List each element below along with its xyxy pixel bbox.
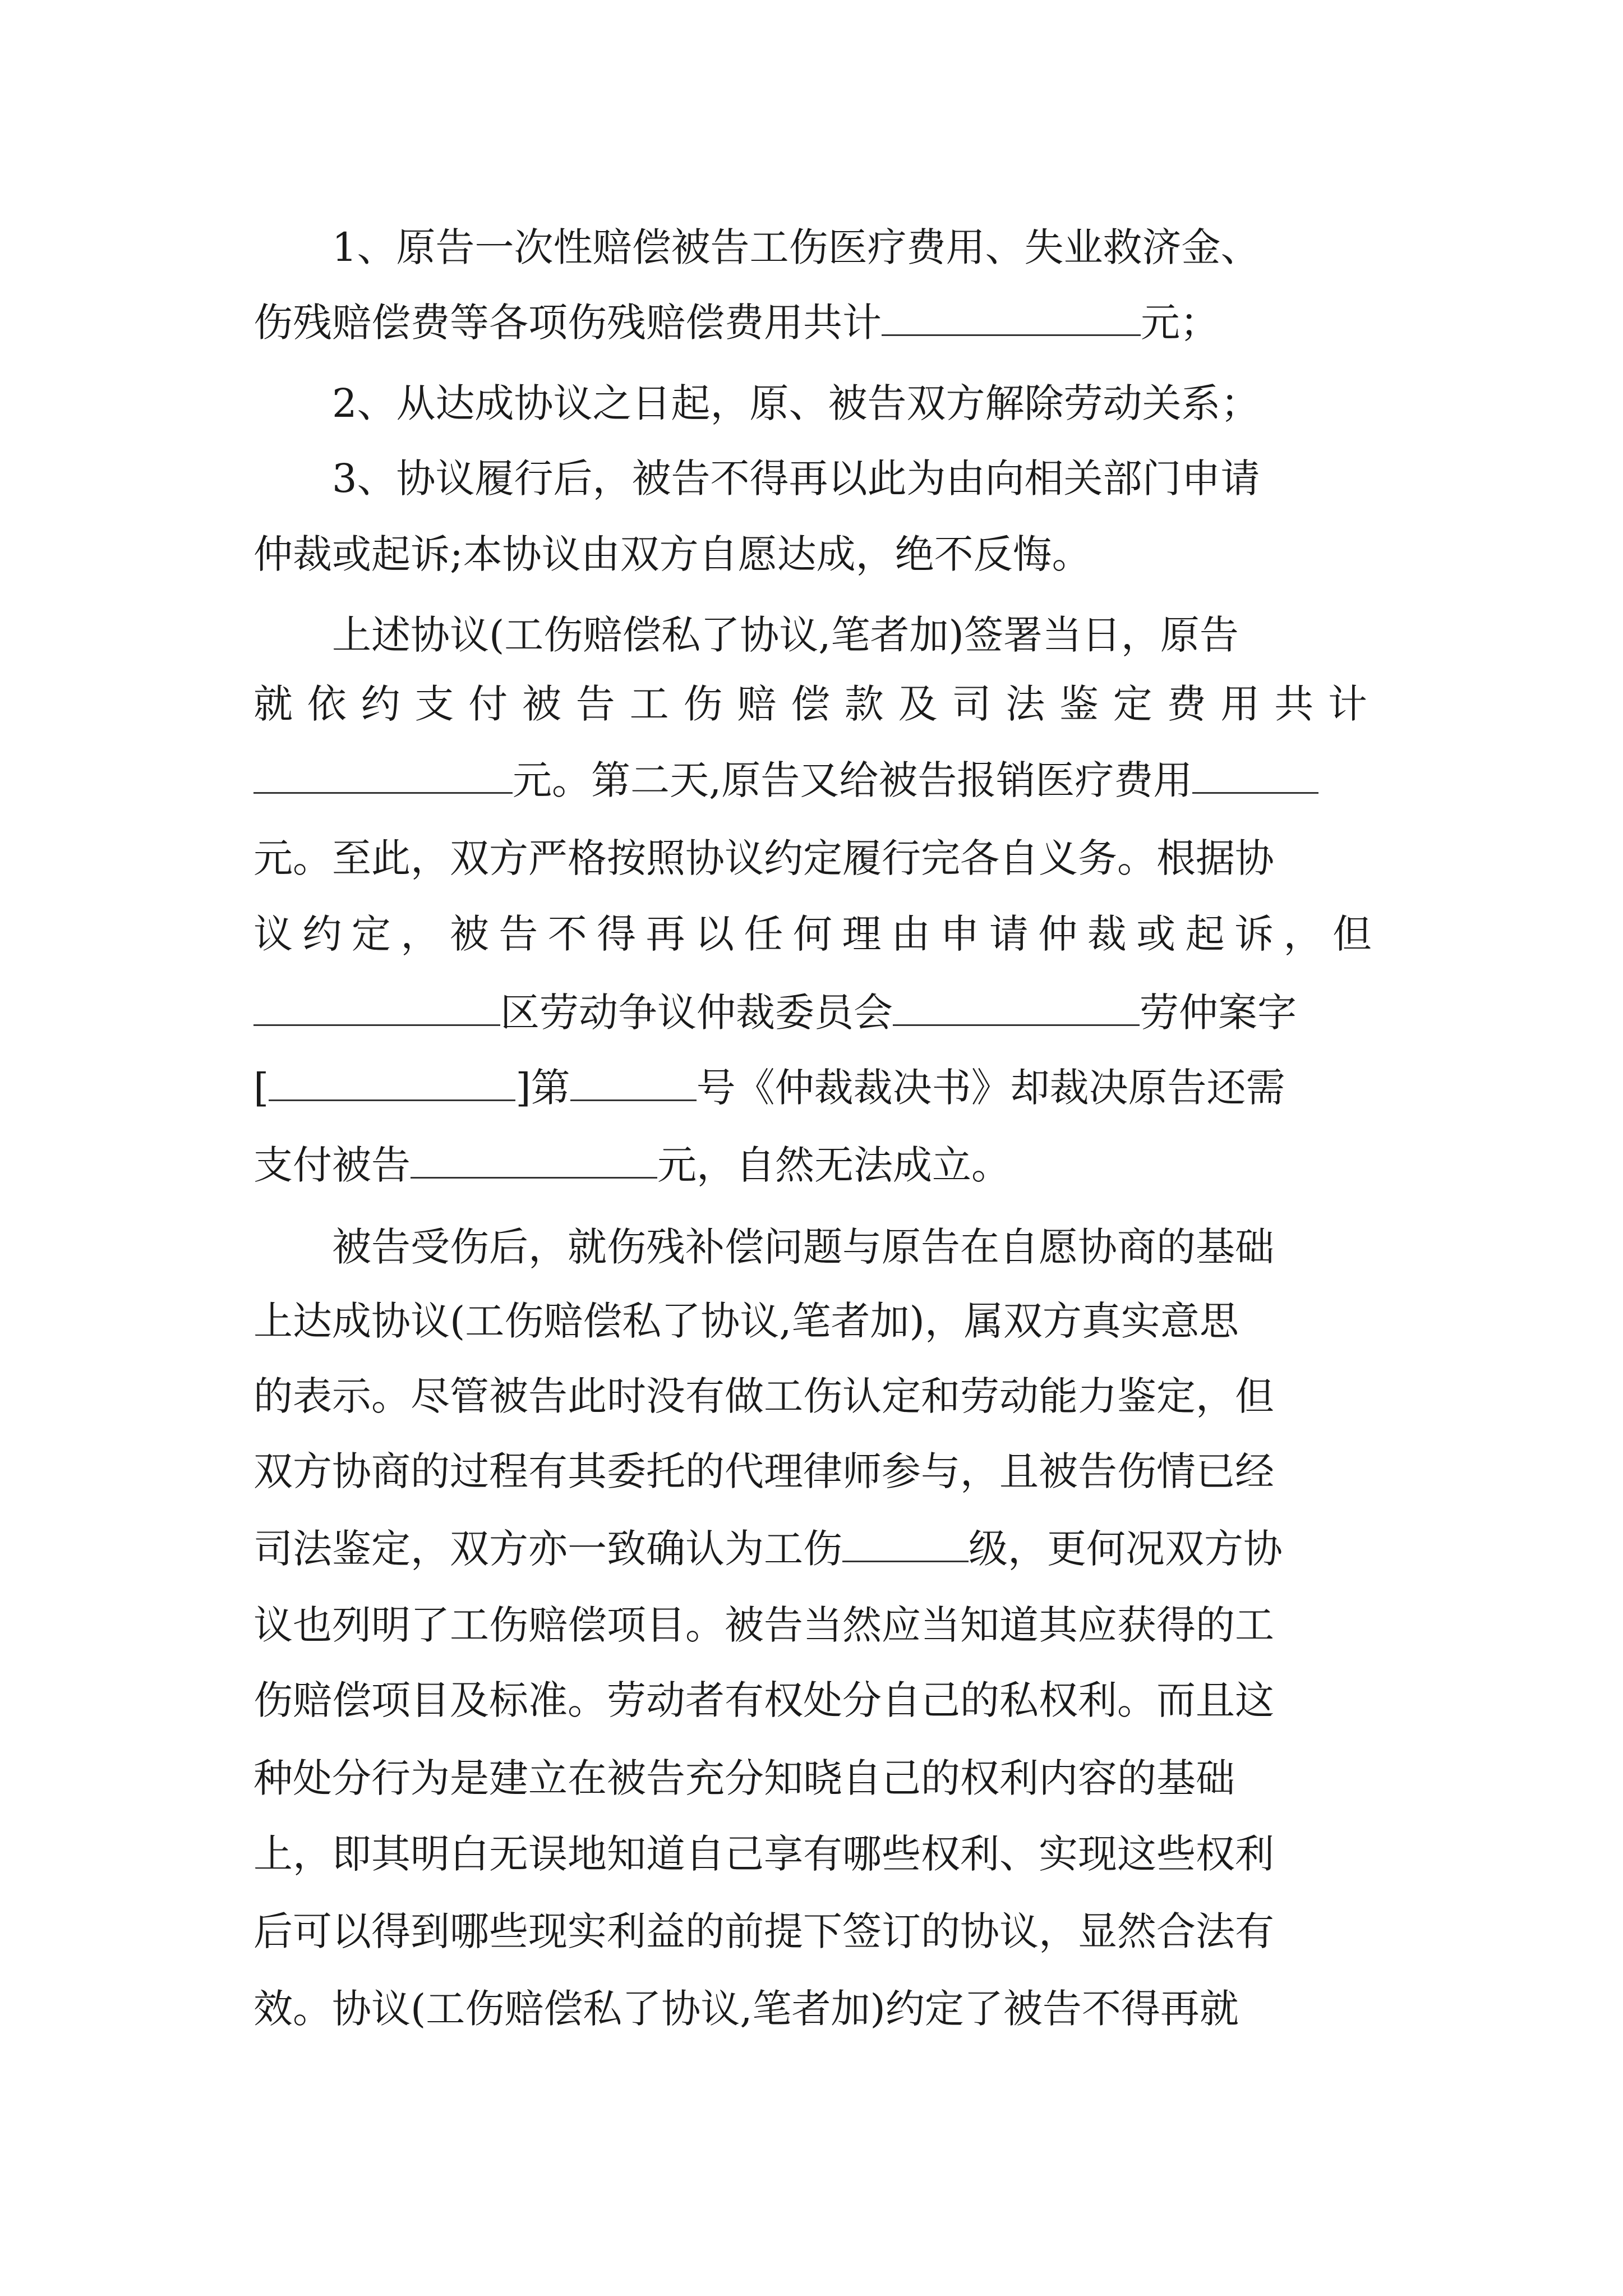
text-run: 上述协议(工伤赔偿私了协议,笔者加)签署当日，原告 xyxy=(332,612,1239,658)
text-run: 就依约支付被告工伤赔偿款及司法鉴定费用共计 xyxy=(253,681,1375,727)
text-run: 1、原告一次性赔偿被告工伤医疗费用、失业救济金、 xyxy=(332,224,1260,270)
paragraph-line xyxy=(253,1057,1375,1119)
text-run: [ xyxy=(253,1065,269,1111)
text-run: 支付被告 xyxy=(253,1142,411,1188)
fill-in-blank xyxy=(411,1142,657,1179)
text-run: 议也列明了工伤赔偿项目。被告当然应当知道其应获得的工 xyxy=(253,1602,1274,1648)
paragraph-line xyxy=(253,1518,1375,1580)
paragraph-line xyxy=(253,982,1375,1043)
text-run: 伤赔偿项目及标准。劳动者有权处分自己的私权利。而且这 xyxy=(253,1677,1274,1723)
text-run: 号《仲裁裁决书》却裁决原告还需 xyxy=(696,1065,1285,1111)
fill-in-blank xyxy=(253,757,513,794)
fill-in-blank xyxy=(1192,757,1318,794)
fill-in-blank xyxy=(893,990,1140,1026)
text-run: 元； xyxy=(1141,300,1219,346)
text-run: 区劳动争议仲裁委员会 xyxy=(500,990,893,1036)
paragraph-line xyxy=(253,673,1375,735)
paragraph-line xyxy=(253,1441,1375,1502)
fill-in-blank xyxy=(570,1065,697,1101)
text-run: 元。第二天,原告又给被告报销医疗费用 xyxy=(513,757,1193,803)
text-run: 劳仲案字 xyxy=(1140,990,1297,1036)
fill-in-blank xyxy=(253,990,500,1026)
paragraph-line xyxy=(253,523,1375,585)
text-run: 3、协议履行后，被告不得再以此为由向相关部门申请 xyxy=(332,455,1260,501)
paragraph-line xyxy=(253,292,1375,353)
paragraph-line xyxy=(253,217,1375,278)
paragraph-line xyxy=(253,372,1375,434)
paragraph-line xyxy=(253,1978,1375,2040)
text-run: 双方协商的过程有其委托的代理律师参与，且被告伤情已经 xyxy=(253,1448,1274,1494)
paragraph-line xyxy=(253,1365,1375,1427)
text-run: ]第 xyxy=(515,1065,570,1111)
text-run: 元。至此，双方严格按照协议约定履行完各自义务。根据协 xyxy=(253,835,1274,881)
text-run: 被告受伤后，就伤残补偿问题与原告在自愿协商的基础 xyxy=(332,1224,1274,1270)
fill-in-blank xyxy=(882,300,1141,336)
text-run: 元，自然无法成立。 xyxy=(657,1142,1011,1188)
paragraph-line xyxy=(253,1901,1375,1962)
paragraph-line xyxy=(253,1216,1375,1278)
text-run: 议约定，被告不得再以任何理由申请仲裁或起诉，但 xyxy=(253,911,1375,957)
paragraph-line xyxy=(253,1134,1375,1196)
text-run: 种处分行为是建立在被告充分知晓自己的权利内容的基础 xyxy=(253,1755,1235,1801)
paragraph-line xyxy=(253,1669,1375,1731)
paragraph-line xyxy=(253,903,1375,965)
paragraph-line xyxy=(253,1594,1375,1656)
paragraph-line xyxy=(253,749,1375,811)
fill-in-blank xyxy=(842,1526,969,1562)
text-run: 2、从达成协议之日起，原、被告双方解除劳动关系； xyxy=(332,380,1260,426)
text-run: 伤残赔偿费等各项伤残赔偿费用共计 xyxy=(253,300,882,346)
text-run: 上达成协议(工伤赔偿私了协议,笔者加)，属双方真实意思 xyxy=(253,1298,1239,1344)
paragraph-line xyxy=(253,1290,1375,1352)
text-run: 上，即其明白无误地知道自己享有哪些权利、实现这些权利 xyxy=(253,1831,1274,1877)
text-run: 效。协议(工伤赔偿私了协议,笔者加)约定了被告不得再就 xyxy=(253,1986,1239,2032)
text-run: 的表示。尽管被告此时没有做工伤认定和劳动能力鉴定，但 xyxy=(253,1373,1274,1419)
paragraph-line xyxy=(253,827,1375,889)
text-run: 级，更何况双方协 xyxy=(969,1526,1283,1572)
paragraph-line xyxy=(253,1823,1375,1885)
text-run: 仲裁或起诉;本协议由双方自愿达成，绝不反悔。 xyxy=(253,531,1091,577)
paragraph-line xyxy=(253,1747,1375,1809)
text-run: 司法鉴定，双方亦一致确认为工伤 xyxy=(253,1526,842,1572)
fill-in-blank xyxy=(269,1065,515,1101)
text-run: 后可以得到哪些现实利益的前提下签订的协议，显然合法有 xyxy=(253,1908,1274,1954)
paragraph-line xyxy=(253,604,1375,666)
paragraph-line xyxy=(253,448,1375,509)
